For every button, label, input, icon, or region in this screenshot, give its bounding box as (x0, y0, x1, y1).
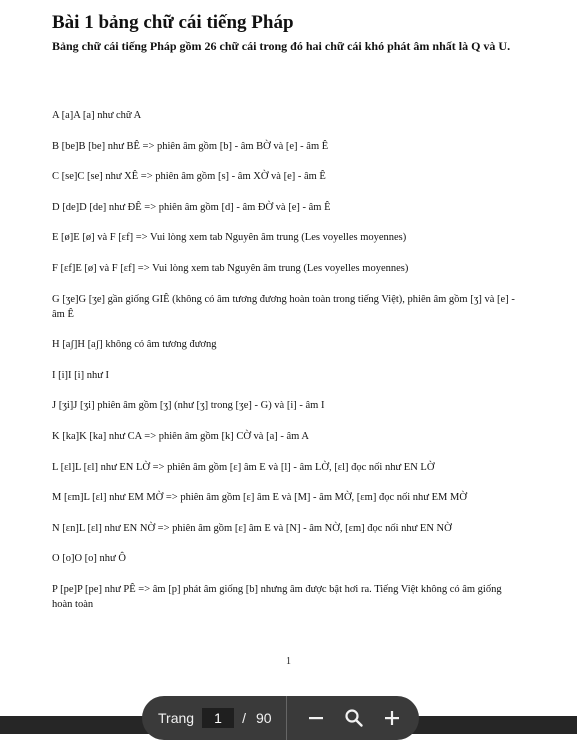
entry-o: O [o]O [o] như Ô (52, 553, 126, 565)
magnifier-icon (344, 708, 364, 728)
minus-icon (307, 709, 325, 727)
entry-m: M [ɛm]L [ɛl] như EM MỜ => phiên âm gồm [ɛ] âm E và [M] - âm MỜ, [ɛm] đọc nối như EM MỜ (52, 492, 467, 504)
page-number: 1 (286, 656, 291, 667)
entry-j: J [ʒi]J [ʒi] phiên âm gồm [ʒ] (như [ʒ] trong [ʒe] - G) và [i] - âm I (52, 400, 325, 412)
document-title: Bài 1 bảng chữ cái tiếng Pháp (52, 12, 294, 33)
zoom-in-button[interactable] (377, 703, 407, 733)
entry-e: E [ø]E [ø] và F [ɛf] => Vui lòng xem tab Nguyên âm trung (Les voyelles moyennes) (52, 232, 407, 244)
document-content (52, 12, 522, 610)
page-separator: / (242, 710, 246, 726)
zoom-fit-button[interactable] (339, 703, 369, 733)
entry-p: P [pe]P [pe] như PÊ => âm [p] phát âm giống [b] nhưng âm được bật hơi ra. Tiếng Việt không có âm giống hoàn toàn (52, 583, 502, 610)
entry-k: K [ka]K [ka] như CA => phiên âm gồm [k] CỜ và [a] - âm A (52, 430, 309, 442)
entry-h: H [aʃ]H [aʃ] không có âm tương đương (52, 339, 217, 351)
alphabet-entries (52, 108, 522, 628)
entry-l: L [ɛl]L [ɛl] như EN LỜ => phiên âm gồm [ɛ] âm E và [l] - âm LỜ, [ɛl] đọc nối như EN LỜ (52, 461, 435, 473)
entry-g: G [ʒe]G [ʒe] gần giống GIÊ (không có âm tương đương hoàn toàn trong tiếng Việt), phiên âm gồm [ʒ] và [e] - âm Ê (52, 293, 515, 320)
plus-icon (383, 709, 401, 727)
entry-i: I [i]I [i] như I (52, 369, 110, 381)
zoom-out-button[interactable] (301, 703, 331, 733)
entry-f: F [ɛf]E [ø] và F [ɛf] => Vui lòng xem tab Nguyên âm trung (Les voyelles moyennes) (52, 262, 409, 274)
total-pages: 90 (255, 710, 272, 726)
page-label: Trang (158, 710, 195, 726)
page-controls (142, 696, 419, 740)
page-number-input[interactable] (202, 708, 234, 728)
document-subtitle: Bảng chữ cái tiếng Pháp gồm 26 chữ cái trong đó hai chữ cái khó phát âm nhất là Q và U. (52, 39, 511, 53)
entry-d: D [de]D [de] như ĐÊ => phiên âm gồm [d] - âm ĐỜ và [e] - âm Ê (52, 201, 331, 213)
entry-n: N [ɛn]L [ɛl] như EN NỜ => phiên âm gồm [ɛ] âm E và [N] - âm NỜ, [ɛm] đọc nối như EN NỜ (52, 522, 452, 534)
entry-b: B [be]B [be] như BÊ => phiên âm gồm [b] - âm BỜ và [e] - âm Ê (52, 140, 329, 152)
entry-c: C [se]C [se] như XÊ => phiên âm gồm [s] - âm XỜ và [e] - âm Ê (52, 171, 326, 183)
entry-a: A [a]A [a] như chữ A (52, 110, 142, 121)
controls-divider (286, 696, 287, 740)
